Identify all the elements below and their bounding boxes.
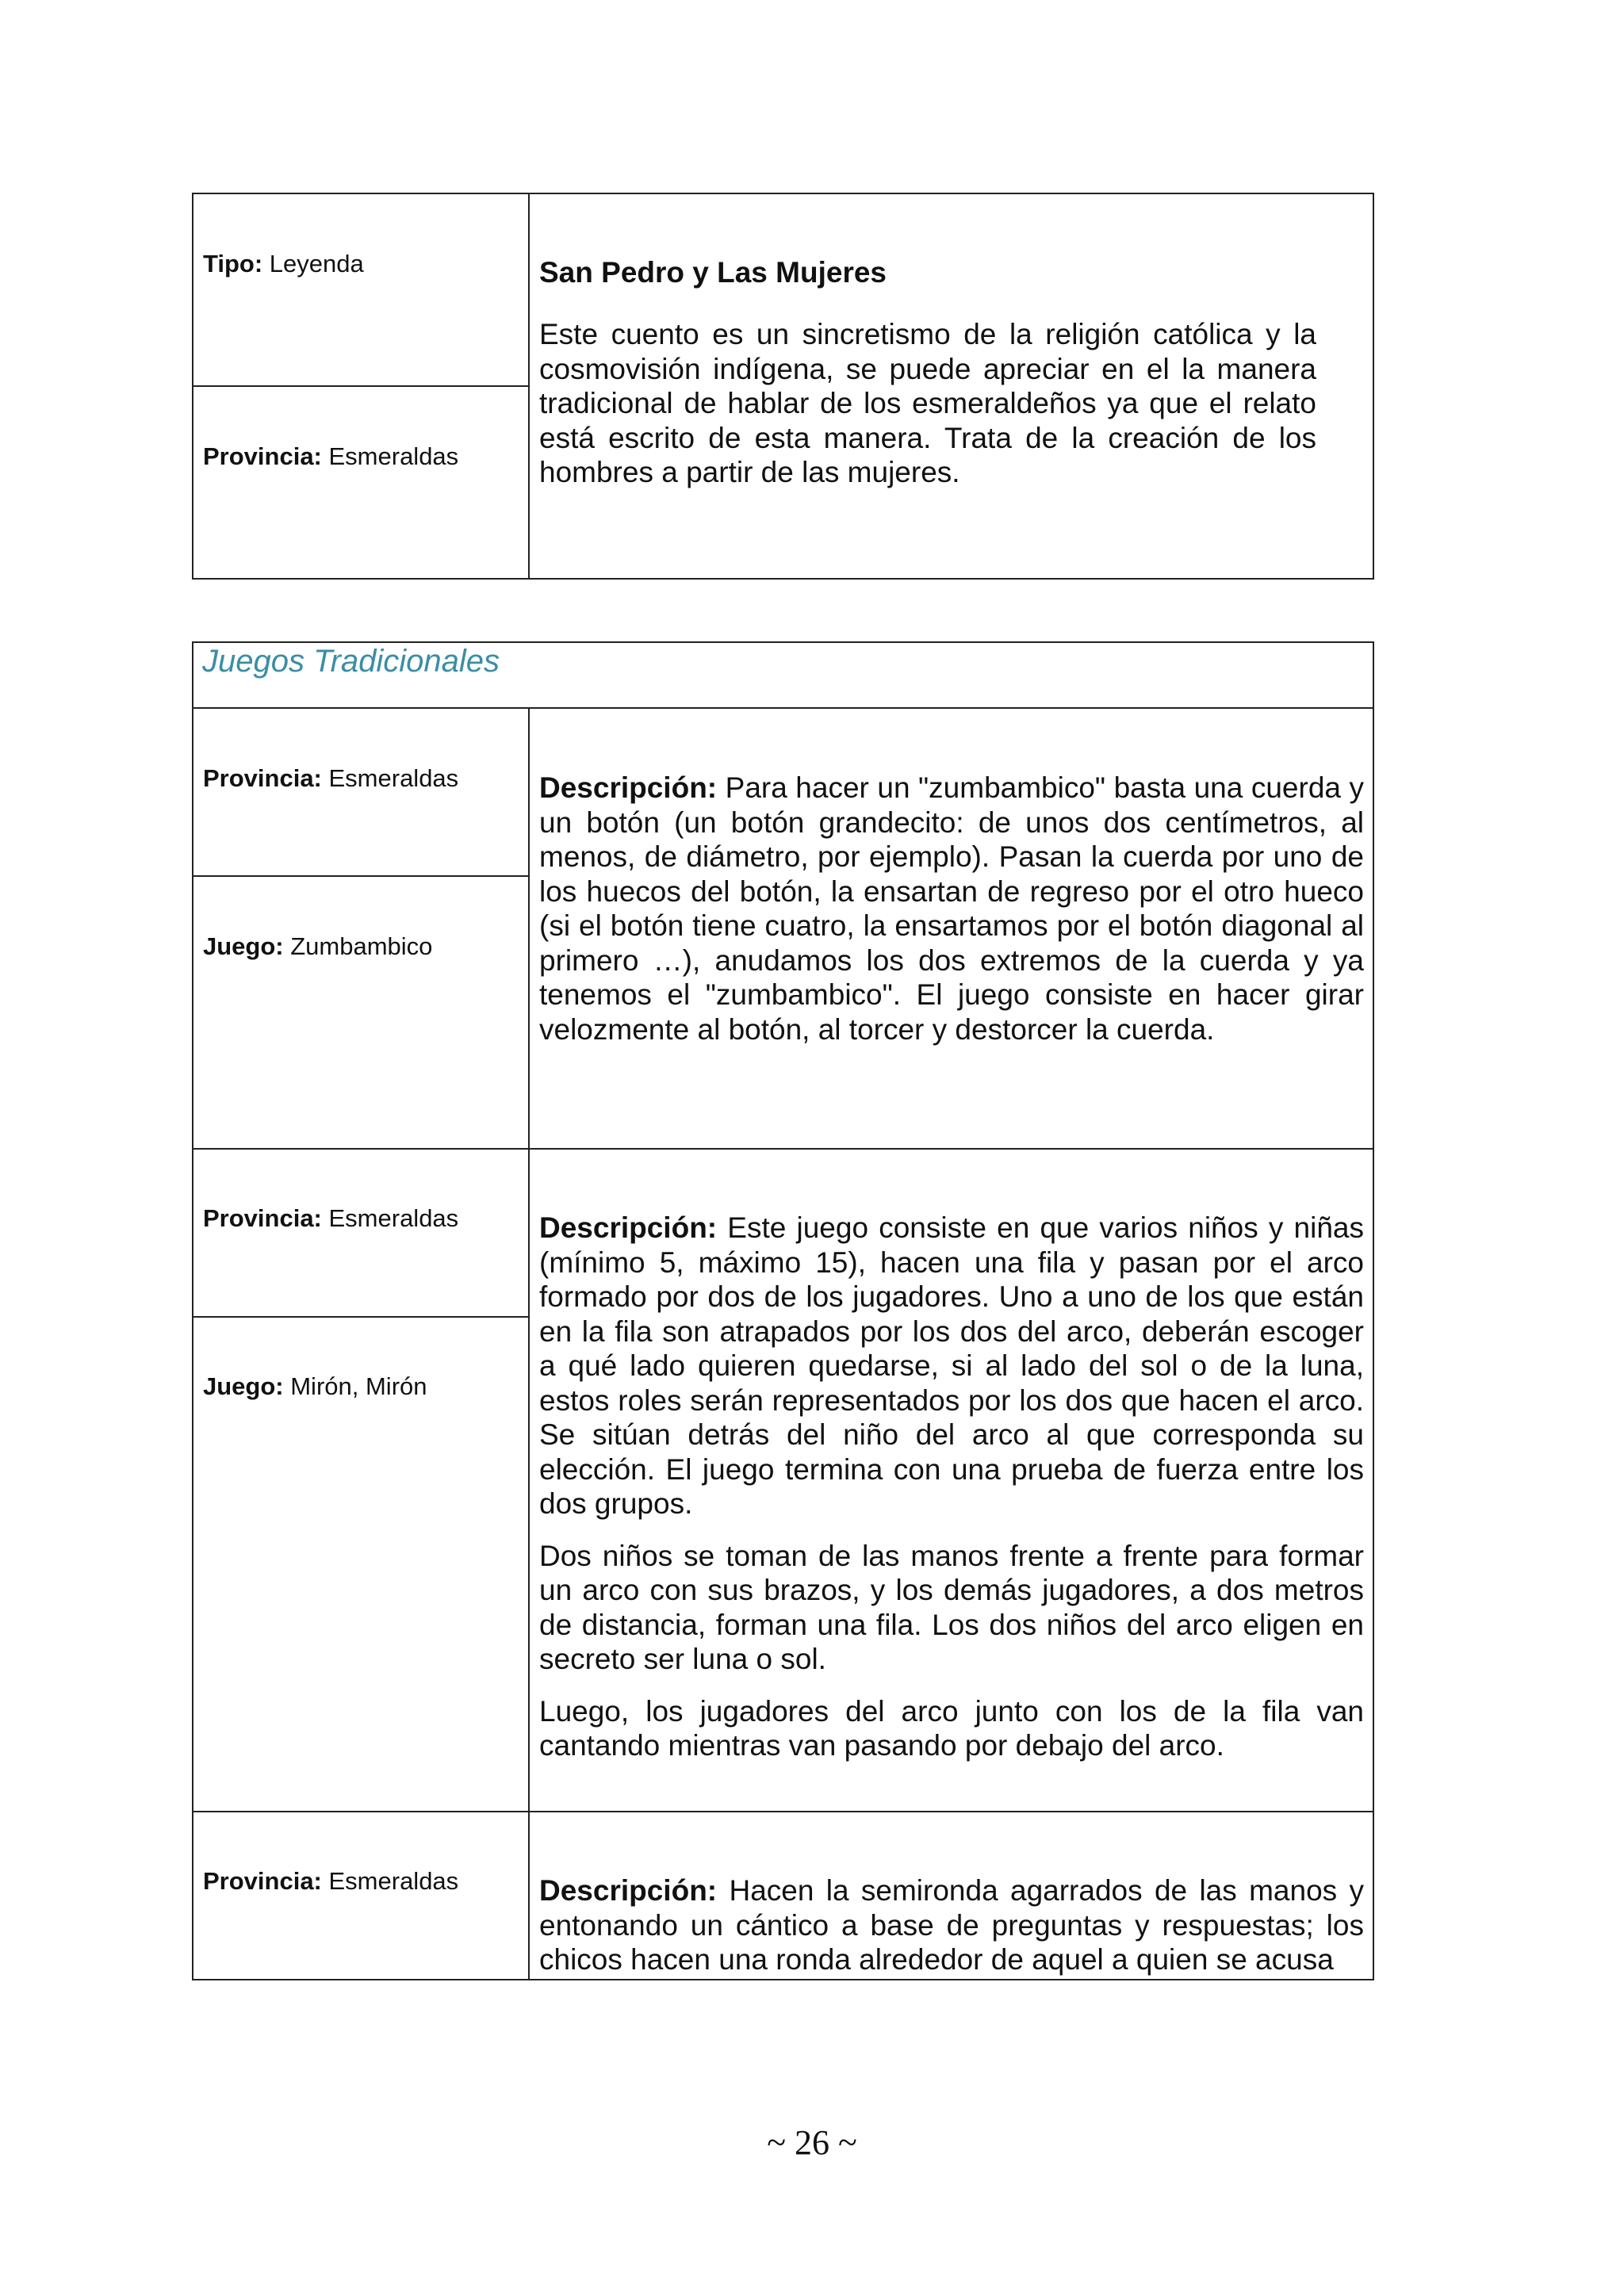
- game1-provincia-key: Provincia:: [203, 764, 322, 792]
- game1-description: [539, 771, 1364, 1064]
- game3-desc-text: Hacen la semironda agarrados de las manos y entonando un cántico a base de preguntas y respuestas; los chicos hacen una ronda alrededor de aquel a quien se acusa: [539, 1874, 1364, 1976]
- page-number: ~ 26 ~: [767, 2123, 857, 2162]
- game1-desc-label: Descripción:: [539, 771, 718, 804]
- tipo-label: [203, 248, 364, 280]
- game2-left-divider: [192, 1316, 529, 1318]
- provincia-key: Provincia:: [203, 442, 322, 470]
- game3-description: [539, 1873, 1364, 1995]
- provincia-label: [203, 441, 458, 473]
- game3-paragraph: [539, 1873, 1364, 1977]
- games-table-column-divider: [528, 707, 530, 1980]
- game2-paragraph-2: Dos niños se toman de las manos frente a frente para formar un arco con sus brazos, y los demás jugadores, a dos metros de distancia, forman una fila. Los dos niños del arco eligen en secreto ser luna o sol.: [539, 1539, 1364, 1675]
- tipo-key: Tipo:: [203, 250, 263, 277]
- game2-paragraph-3: Luego, los jugadores del arco junto con los de la fila van cantando mientras van pasando por debajo del arco.: [539, 1694, 1364, 1762]
- game3-provincia-value: Esmeraldas: [321, 1867, 459, 1895]
- story-title: San Pedro y Las Mujeres: [539, 256, 887, 289]
- tipo-value: Leyenda: [262, 250, 364, 277]
- game1-provincia-value: Esmeraldas: [321, 764, 459, 792]
- story-description: Este cuento es un sincretismo de la religión católica y la cosmovisión indígena, se puede apreciar en el la manera tradicional de hablar de los esmeraldeños ya que el relato está escrito de esta manera. Trata de la creación de los hombres a partir de las mujeres.: [539, 318, 1316, 488]
- game2-desc-label: Descripción:: [539, 1211, 718, 1244]
- game3-desc-label: Descripción:: [539, 1874, 718, 1907]
- game2-juego-key: Juego:: [203, 1372, 284, 1400]
- game1-juego-value: Zumbambico: [283, 932, 433, 960]
- games-section-title: Juegos Tradicionales: [202, 644, 500, 679]
- game2-paragraph-1: [539, 1211, 1364, 1521]
- game2-desc-text-1: Este juego consiste en que varios niños y niñas (mínimo 5, máximo 15), hacen una fila y pasan por el arco formado por dos de los jugadores. Uno a uno de los que están en la fila son atrapados por los dos del arco, deberán escoger a qué lado quieren quedarse, si al lado del sol o de la luna, estos roles serán representados por los dos que hacen el arco. Se sitúan detrás del niño del arco al que corresponda su elección. El juego termina con una prueba de fuerza entre los dos grupos.: [539, 1211, 1364, 1520]
- game2-provincia-key: Provincia:: [203, 1204, 322, 1232]
- game1-desc-text: Para hacer un "zumbambico" basta una cuerda y un botón (un botón grandecito: de unos dos centímetros, al menos, de diámetro, por ejemplo). Pasan la cuerda por uno de los huecos del botón, la ensartan de regreso por el otro hueco (si el botón tiene cuatro, la ensartamos por el botón diagonal al primero …), anudamos los dos extremos de la cuerda y ya tenemos el "zumbambico". El juego consiste en hacer girar velozmente al botón, al torcer y destorcer la cuerda.: [539, 771, 1364, 1046]
- game1-provincia: [203, 763, 458, 794]
- game1-left-divider: [192, 875, 529, 877]
- provincia-value: Esmeraldas: [321, 442, 459, 470]
- legend-table-row-divider: [192, 385, 529, 387]
- game2-juego: [203, 1371, 427, 1402]
- game1-juego-key: Juego:: [203, 932, 284, 960]
- game3-provincia: [203, 1866, 458, 1897]
- game2-row-divider: [192, 1811, 1374, 1812]
- games-title-divider: [192, 707, 1374, 709]
- game1-paragraph: [539, 771, 1364, 1047]
- game2-juego-value: Mirón, Mirón: [283, 1372, 427, 1400]
- game1-juego: [203, 931, 432, 962]
- game2-description: [539, 1211, 1364, 1781]
- game3-provincia-key: Provincia:: [203, 1867, 322, 1895]
- game1-row-divider: [192, 1148, 1374, 1150]
- game2-provincia-value: Esmeraldas: [321, 1204, 459, 1232]
- game2-provincia: [203, 1203, 458, 1234]
